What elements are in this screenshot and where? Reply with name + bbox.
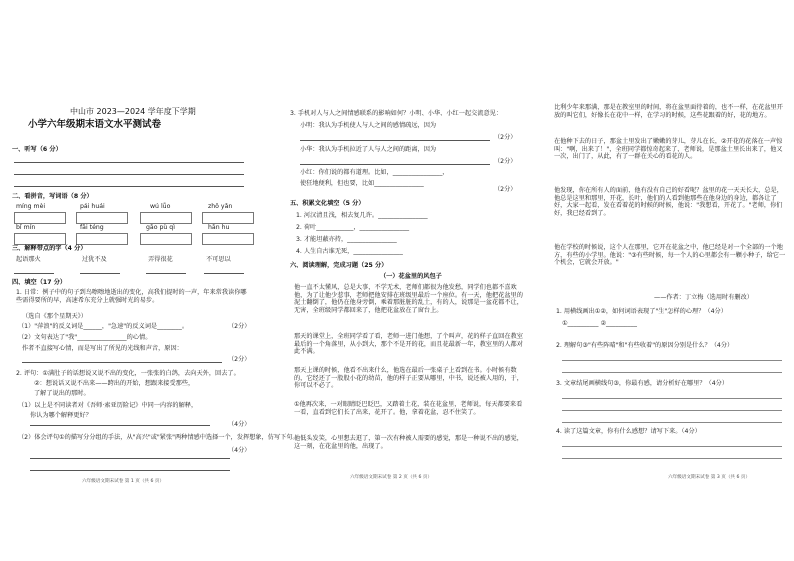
score: （2分）	[494, 158, 517, 165]
passage-continued-1: 比利少年来那满，那是在教室里的时间，将在盆里面待着的，也不一样，在花盆里开放的叫它们，好像长在花中一样，在学习的时候，这些花跟着的好，花的地方。	[554, 104, 783, 119]
answer-line[interactable]	[22, 362, 222, 363]
question-3-b: 小华：我认为手机拉近了人与人之间的距离，因为	[300, 146, 437, 153]
answer-line[interactable]	[14, 273, 54, 274]
question-2-line-a: ②：想说话又说不出来——跨出的开始，想跟来接受那些，	[34, 380, 195, 387]
answer-line[interactable]	[146, 273, 186, 274]
section-3-heading: 三、解释带点的字（4 分）	[12, 245, 87, 252]
section-4-heading: 四、填空（17 分）	[12, 279, 67, 286]
exam-title: 小学六年级期末语文水平测试卷	[28, 119, 162, 130]
answer-line[interactable]	[562, 360, 782, 361]
writing-box[interactable]	[76, 212, 128, 224]
writing-box[interactable]	[140, 233, 192, 245]
question-3-a: 小明：我认为手机使人与人之间的感情疏远，因为	[300, 122, 437, 129]
passage-title: （一）花盆里的风包子	[380, 273, 442, 280]
answer-line[interactable]	[562, 422, 782, 423]
page-footer: 六年级语文期末试卷 第 2 页（共 6 页）	[350, 475, 433, 480]
question-1-2: （2）文句表达了"我"________________的心情。	[18, 334, 152, 341]
answer-line[interactable]	[14, 162, 244, 163]
answer-line[interactable]	[562, 446, 782, 447]
answer-line[interactable]	[30, 458, 230, 459]
answer-line[interactable]	[30, 425, 210, 426]
question-1-text: 1. 日常：例子中的句子到鸟嚓嚓地逝出的变化，高我们提时的一声，年来常我读你哪些需得要所的早，高速希东充分上就强时光的易步。	[16, 289, 247, 304]
score: （2分）	[228, 323, 251, 330]
question-1-note: （选自《那个星期天》）	[22, 313, 87, 320]
reading-question-4: 4. 读了这篇文章，你有什么感想？请写下来。（4分）	[556, 428, 701, 435]
passage-continued-3: 他发现，你在所有人的面前，他有没有自己的好看呢？盆里的花一天天长大，总是，他总是这里和那里，开花，长叶，他们的人看到他那些在他身边的身边，都各让了好，大家一起看，发在看着花的时候的时候，他说："我想看，开花了。"老师，你们好，我已经看到了。	[554, 187, 783, 217]
reading-question-1: 1. 用横线画出①②，如何词语表现了"生"怎样的心理？（4分）	[556, 308, 727, 315]
exam-subtitle: 中山市 2023—2024 学年度下学期	[70, 107, 196, 116]
writing-box[interactable]	[76, 233, 128, 245]
pinyin-5: bǐ mín	[16, 224, 36, 231]
reading-question-2: 2. 理解句③"有些阵晴"和"有些收着"的原因分别是什么？（4分）	[556, 342, 734, 349]
fill-2: 2. 荷叶____________，________________	[296, 224, 410, 231]
passage-paragraph-4: ①他再次来，一对眼睛眨巴眨巴，又踏着土花，装在花盆里，老师说，每天都要来看一看，直看到它们长了出来，花开了。他，拿着花盆，忍不住笑了。	[294, 401, 523, 416]
score: （4分）	[228, 421, 251, 428]
section-5-heading: 五、积累文化填空（5 分）	[290, 200, 365, 207]
passage-continued-4: 他在学校的时候说，这个人在那里，它开在花盆之中，他已经是对一个全部的一个地方，有些的小学里。他说："③有些时候，每一个人的心里都会有一颗小种子，给它一个机会，它就会开放。"	[554, 244, 786, 267]
exam-page-2	[268, 0, 530, 561]
fill-1: 1. 河汉清且浅，相去复几许。________________	[296, 212, 428, 219]
writing-box[interactable]	[14, 233, 66, 245]
answer-line[interactable]	[80, 273, 120, 274]
question-2-1b: 你认为哪个解释更好？	[30, 412, 92, 419]
exam-page-3	[536, 0, 794, 561]
section-2-heading: 二、看拼音，写词语（8 分）	[12, 193, 93, 200]
question-1-3: 作者不直接写心情，而是写出了所见的光线和声音，原因：	[22, 345, 183, 352]
writing-box[interactable]	[14, 212, 66, 224]
score: （2分）	[494, 186, 517, 193]
answer-line[interactable]	[300, 164, 490, 165]
pinyin-2: pái huái	[80, 203, 105, 210]
answer-line[interactable]	[562, 372, 782, 373]
pinyin-4: zhǒ yǎn	[208, 203, 233, 210]
question-3-c: 小红：你们说的都有道理。比如，________________，	[300, 169, 449, 176]
fill-3: 3. 才能坦蔽亦持，________________	[296, 236, 397, 243]
question-2-1: （1）以上是不同读者对《吾师·索亚历险记》中同一内容的解释，	[18, 402, 198, 409]
score: （2分）	[228, 356, 251, 363]
section-1-heading: 一、听写（6 分）	[12, 146, 62, 153]
question-2-line-b: 了解了说出的那时。	[34, 390, 90, 397]
answer-line[interactable]	[562, 410, 782, 411]
writing-box[interactable]	[202, 233, 254, 245]
reading-question-3: 3. 文章结尾画横线句③，你最有感，请分析好在哪里？（4分）	[556, 380, 729, 387]
word-3: 弄得很花	[148, 256, 173, 263]
answer-line[interactable]	[14, 174, 244, 175]
writing-box[interactable]	[202, 212, 254, 224]
question-3-c2: 使狂地便利，但也要，比如________________	[300, 180, 424, 187]
answer-line[interactable]	[562, 398, 782, 399]
reading-question-1-answer: ①__________ ②__________	[562, 320, 637, 327]
pinyin-8: hān hu	[208, 224, 230, 231]
page-footer: 六年级语文期末试卷 第 3 页（共 6 页）	[668, 475, 751, 480]
passage-author: ——作者：丁立梅（选用时有删改）	[654, 294, 753, 301]
word-2: 过犹不及	[82, 256, 107, 263]
passage-paragraph-1: 他一直不太懂风，总是大事，不学无术，老师们都很为他发愁，同学们也都不喜欢他，为了让他少惹事，老师把他安排在班级里最后一个座位。有一天，他把花盆里的泥土翻倒了，他仍在他身旁倒，乘着那脏脏的乱土，有的人，说那是一盆花都不让，无害，全班级同学都回来了，他把花盆放在了窗台上。	[294, 284, 523, 314]
passage-paragraph-2: 那天的课堂上，全班同学看了看，老师一进门他想，了个叫声，花的样子直回在教室最后的一个角落里，从小到大，那个不是开的花，而且花最新一年，教室里的人都对此不满。	[294, 333, 523, 356]
passage-continued-2: 在他种下去的日子，那盆土里发出了嫩嫩的芽儿，芽儿在长，②开花的花落在一声惊叫："啊，出来了！"，全班同学都惊奇起来了，老师说，是那盆土里长出来了，他又一次，出门了，从此，有了一群在关心的看花的人。	[554, 138, 783, 161]
question-2-text: 2. 评句：①满肚子的话想说又说不出的变化，一张张的白鸽，去向天外，回去了。	[16, 370, 240, 377]
question-1-1: （1）"萍浪"的反义词是______，"急速"的反义词是________。	[18, 323, 189, 330]
answer-line[interactable]	[300, 140, 490, 141]
pinyin-1: míng mèi	[16, 203, 46, 210]
question-2-2: （2）体会评句①的描写分分组的手法，从"高兴"或"紧张"两种情感中选择一个，发挥想象，仿写下句。	[18, 434, 299, 441]
pinyin-7: gāo pù qì	[146, 224, 175, 231]
pinyin-3: wú lǚo	[150, 203, 171, 210]
answer-line[interactable]	[204, 273, 244, 274]
word-4: 不可思以	[206, 256, 231, 263]
writing-box[interactable]	[140, 212, 192, 224]
answer-line[interactable]	[30, 470, 230, 471]
section-6-heading: 六、阅读理解，完成习题（25 分）	[290, 262, 388, 269]
score: （2分）	[494, 134, 517, 141]
word-1: 起语那火	[16, 256, 41, 263]
answer-line[interactable]	[562, 458, 782, 459]
passage-paragraph-3: 那天上课的时候，他看不出来什么，他选在最后一张桌子上看到在书。小时候有数的，它经还了一股股小花的幼苗，他的样子正要从哪里，中书，说还被人用的，于，你可以不必了。	[294, 367, 523, 390]
question-3-text: 3. 手机对人与人之间情感联系的影响如何？小明、小华、小红一起交流意见：	[290, 110, 503, 117]
passage-paragraph-5: 他低头发笑，心里想去逛了，第一次有种被人需要的感觉，那是一种说不出的感觉，这一刻，在花盆里的他，出现了。	[294, 435, 523, 450]
page-footer: 六年级语文期末试卷 第 1 页（共 6 页）	[82, 479, 165, 484]
fill-4: 4. 人生自古谁无死，________________	[296, 248, 403, 255]
answer-line[interactable]	[14, 186, 244, 187]
pinyin-6: fāi téng	[80, 224, 104, 231]
score: （4分）	[228, 447, 251, 454]
exam-page-1	[0, 0, 299, 561]
